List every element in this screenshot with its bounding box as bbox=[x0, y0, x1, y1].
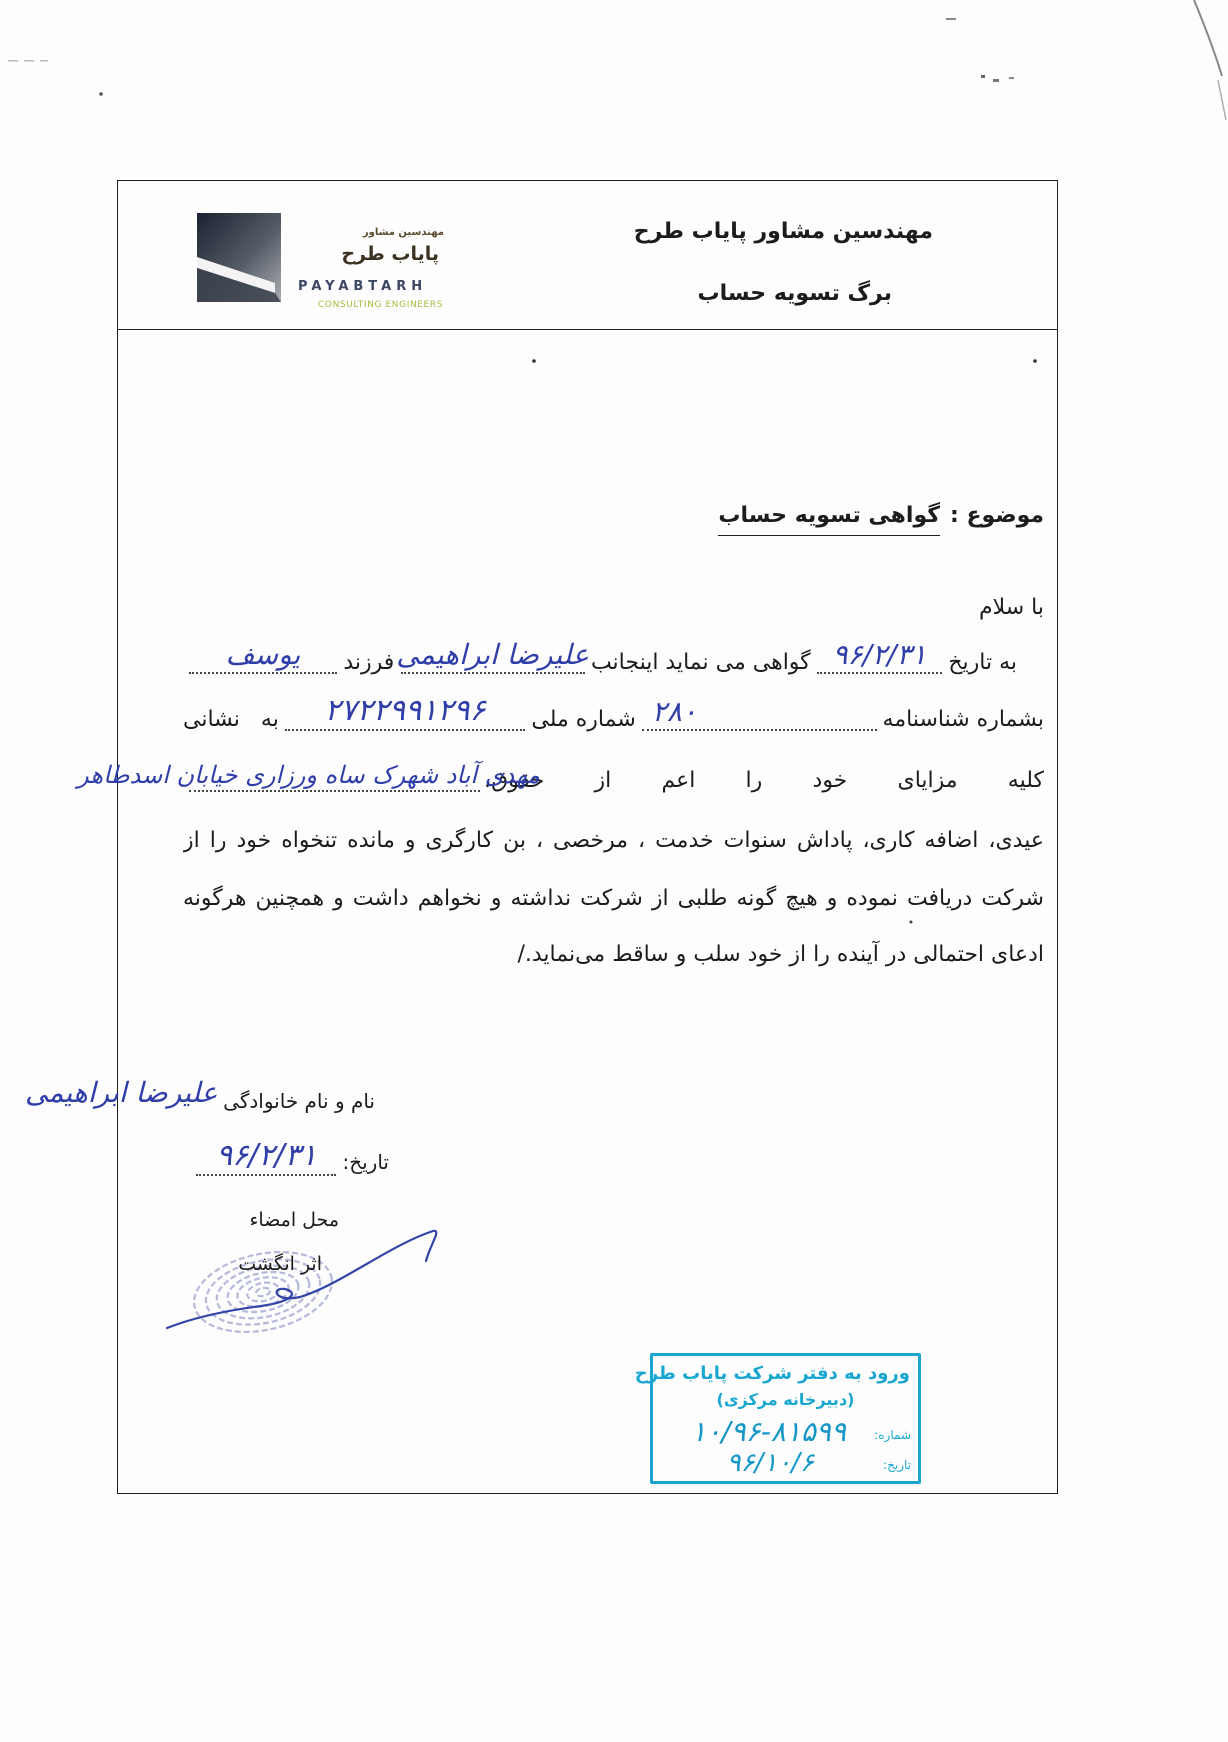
benefits-text: کلیه مزایای خود را اعم از حقوق، bbox=[484, 768, 1044, 793]
address-field bbox=[77, 761, 540, 792]
national-id-field bbox=[285, 693, 526, 731]
logo-name-en: PAYABTARH bbox=[298, 279, 428, 294]
stamp-title: ورود به دفتر شرکت پایاب طرح bbox=[634, 1363, 910, 1384]
logo-name-fa: پایاب طرح bbox=[341, 243, 439, 265]
stamp-number-label: شماره: bbox=[874, 1428, 911, 1442]
subject-label: موضوع : bbox=[950, 503, 1044, 528]
full-name-field bbox=[396, 638, 589, 674]
logo-subtitle-fa: مهندسین مشاور bbox=[362, 227, 444, 238]
body-line-5: شرکت دریافت نموده و هیچ گونه طلبی از شرکت نداشته و نخواهم داشت و همچنین هرگونه bbox=[183, 886, 1044, 911]
name-label: نام و نام خانوادگی bbox=[223, 1089, 375, 1113]
stamp-date-label: تاریخ: bbox=[883, 1458, 911, 1472]
handwritten-signer-name: علیرضا ابراهیمی bbox=[25, 1076, 218, 1109]
national-id-label: شماره ملی bbox=[531, 707, 636, 732]
subject-line bbox=[718, 500, 1044, 536]
handwritten-birth-certificate-no: ۲۸۰ bbox=[651, 695, 697, 728]
company-name: مهندسین مشاور پایاب طرح bbox=[633, 219, 933, 244]
body-line-1 bbox=[183, 638, 1044, 683]
child-of-label: فرزند bbox=[343, 650, 395, 675]
subject-value: گواهی تسویه حساب bbox=[718, 500, 940, 536]
signature-date-label: تاریخ: bbox=[342, 1150, 389, 1174]
handwritten-address: مهدی آباد شهرک ساه ورزاری خیابان اسدطاهر bbox=[77, 761, 540, 789]
body-line-2 bbox=[183, 693, 1044, 740]
form-title: برگ تسویه حساب bbox=[697, 281, 892, 306]
date-prefix: به تاریخ bbox=[948, 650, 1017, 675]
handwritten-national-id: ۲۷۲۲۹۹۱۲۹۶ bbox=[324, 693, 486, 728]
handwritten-signed-date: ۹۶/۲/۳۱ bbox=[216, 1138, 317, 1173]
body-line-4: عیدی، اضافه کاری، پاداش سنوات خدمت ، مرخصی ، بن کارگری و مانده تنخواه خود را از bbox=[183, 828, 1044, 853]
body-line-6: ادعای احتمالی در آینده را از خود سلب و ساقط می‌نماید./ bbox=[517, 942, 1044, 967]
address-label: به نشانی bbox=[183, 707, 279, 732]
stamp-subtitle: (دبیرخانه مرکزی) bbox=[716, 1390, 855, 1409]
stamp-date: ۹۶/۱۰/۶ bbox=[726, 1448, 814, 1478]
handwritten-full-name: علیرضا ابراهیمی bbox=[396, 638, 589, 671]
handwritten-date: ۹۶/۲/۳۱ bbox=[832, 638, 927, 671]
birth-certificate-field bbox=[642, 695, 877, 731]
date-field bbox=[817, 638, 942, 674]
fingerprint-and-signature bbox=[150, 1215, 450, 1345]
body-line-3 bbox=[77, 761, 1044, 801]
certify-text: گواهی می نماید اینجانب bbox=[590, 650, 811, 675]
handwritten-father-name: یوسف bbox=[225, 638, 301, 671]
fingerprint-label: اثر انگشت bbox=[238, 1253, 322, 1275]
company-logo-icon bbox=[197, 213, 281, 302]
greeting: با سلام bbox=[978, 595, 1044, 620]
secretariat-stamp bbox=[634, 1353, 921, 1484]
logo-subtitle-en: CONSULTING ENGINEERS bbox=[318, 300, 444, 310]
signature-date-row bbox=[190, 1138, 389, 1188]
stamp-number: ۱۰/۹۶-۸۱۵۹۹ bbox=[691, 1415, 846, 1448]
header-divider bbox=[117, 329, 1058, 330]
signature-place-label: محل امضاء bbox=[249, 1209, 339, 1231]
signature-date-field bbox=[196, 1138, 336, 1176]
birth-certificate-label: بشماره شناسنامه bbox=[882, 707, 1044, 732]
father-name-field bbox=[189, 638, 337, 674]
